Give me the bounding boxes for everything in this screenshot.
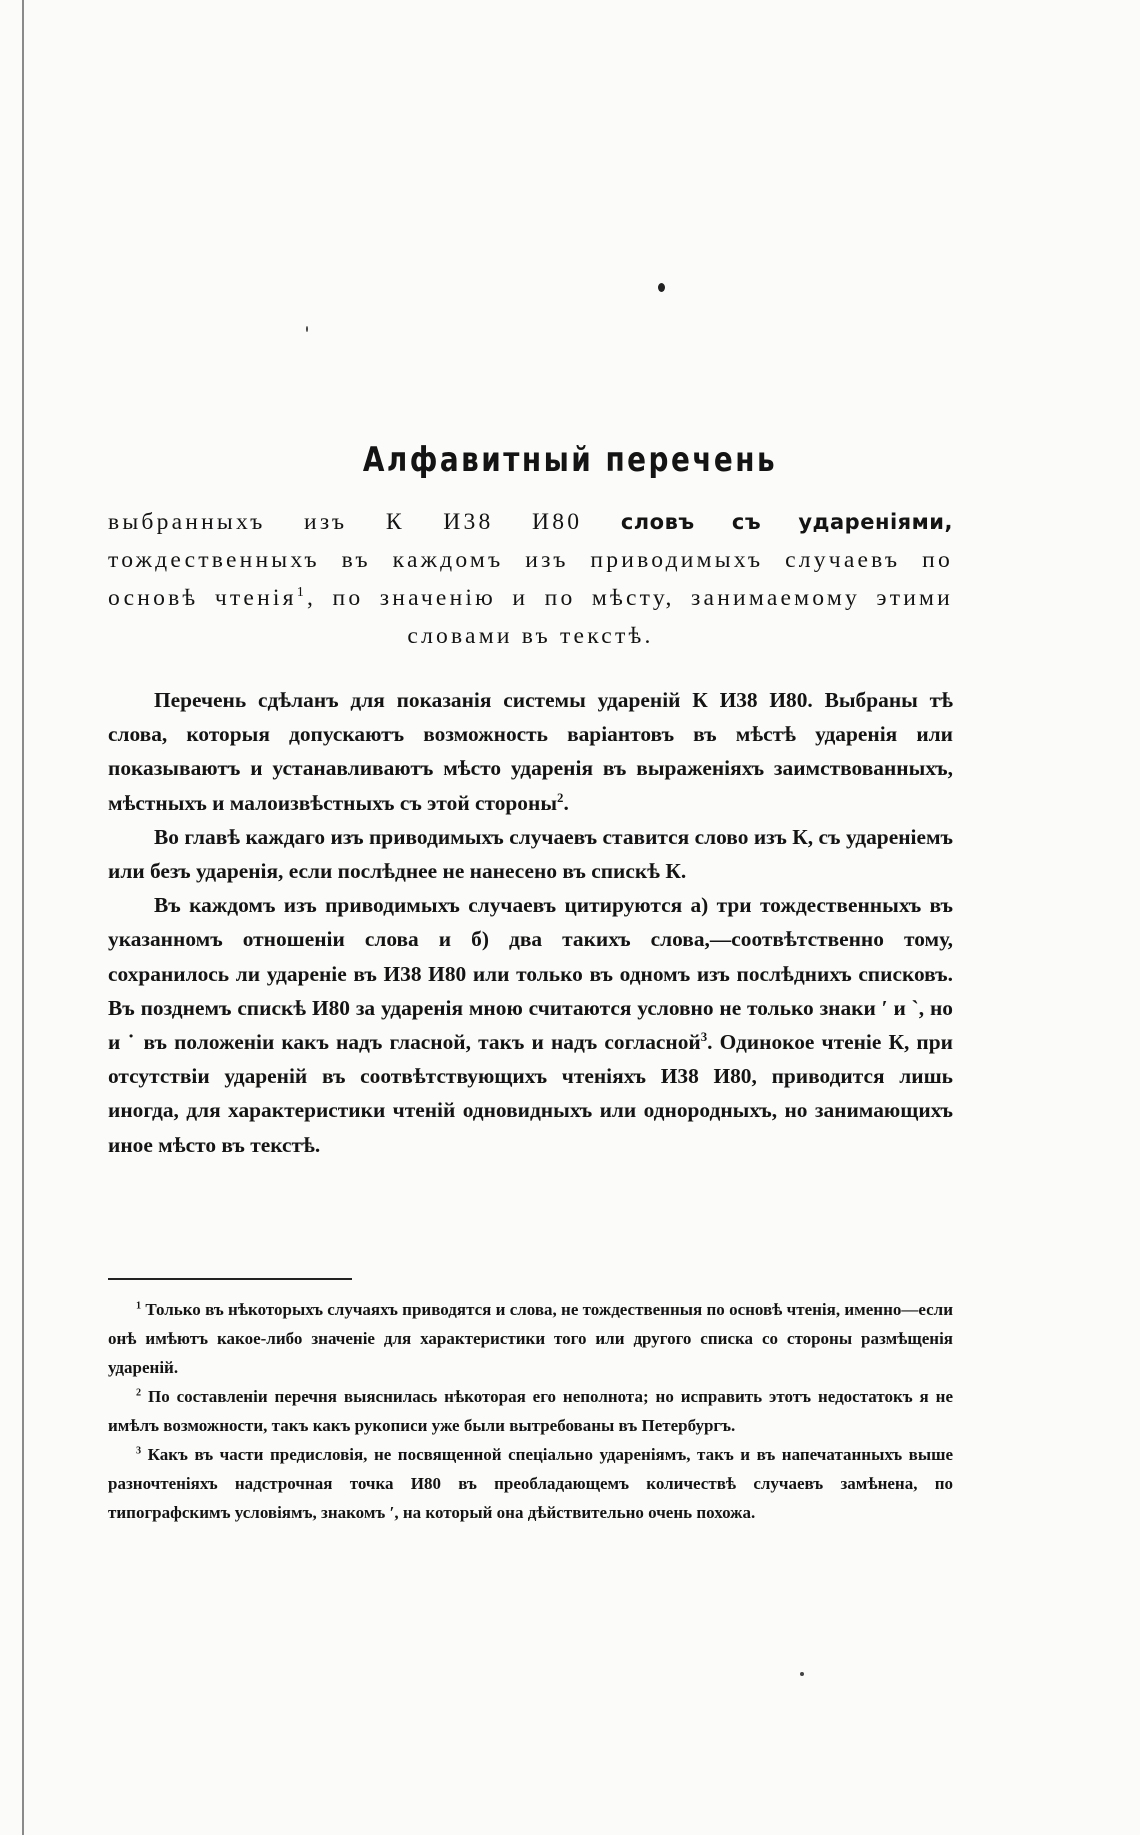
page-title: Алфавитный перечень (362, 440, 778, 480)
paragraph-text: . (563, 790, 569, 815)
print-speck (800, 1672, 804, 1676)
footnote-ref: 3 (700, 1029, 708, 1044)
footnote-ref: 2 (557, 790, 564, 805)
paragraph-text: . Одинокое чтеніе К, при отсутствіи удареній въ соотвѣтствующихъ чтеніяхъ И38 И80, приводится лишь иногда, для характеристики чтеній одновидныхъ или однородныхъ, но занимающихъ иное мѣсто въ текстѣ. (108, 1030, 953, 1157)
footnote-divider (108, 1278, 352, 1280)
page-edge (22, 0, 24, 1835)
subtitle-bold-text: словъ съ удареніями, (620, 510, 953, 534)
footnote (108, 1440, 953, 1527)
footnote-text: По составленіи перечня выяснилась нѣкоторая его неполнота; но исправить этотъ недостатокъ я не имѣлъ возможности, такъ какъ рукописи уже были вытребованы въ Петербургъ. (108, 1387, 953, 1435)
page-subtitle (108, 503, 953, 655)
bullet-mark (658, 283, 665, 292)
paragraph (108, 888, 953, 1162)
paragraph (108, 683, 953, 820)
footnote (108, 1382, 953, 1440)
footnote (108, 1295, 953, 1382)
paragraph (108, 820, 953, 888)
subtitle-text: тождественныхъ въ каждомъ изъ приводимыхъ случаевъ по основѣ чтенія (108, 547, 953, 611)
print-speck (306, 326, 308, 332)
paragraph-text: Во главѣ каждаго изъ приводимыхъ случаевъ ставится слово изъ К, съ удареніемъ или безъ ударенія, если послѣднее не нанесено въ спискѣ К. (108, 824, 953, 884)
subtitle-text: выбранныхъ изъ К И38 И80 (108, 509, 621, 535)
footnote-number: 1 (136, 1300, 142, 1312)
footnote-number: 3 (136, 1445, 142, 1457)
paragraph-text: Перечень сдѣланъ для показанія системы удареній К И38 И80. Выбраны тѣ слова, которыя допускаютъ возможность варіантовъ въ мѣстѣ ударенія или показываютъ и устанавливаютъ мѣсто ударенія въ выраженіяхъ заимствованныхъ, мѣстныхъ и малоизвѣстныхъ съ этой стороны (108, 688, 953, 815)
footnote-number: 2 (136, 1387, 142, 1399)
subtitle-text: , по значенію и по мѣсту, занимаемому этими словами въ текстѣ. (307, 585, 953, 649)
footnote-text: Только въ нѣкоторыхъ случаяхъ приводятся и слова, не тождественныя по основѣ чтенія, именно—если онѣ имѣютъ какое-либо значеніе для характеристики того или другого списка со стороны размѣщенія удареній. (108, 1300, 953, 1377)
footnote-ref: 1 (296, 584, 308, 601)
body-text (108, 683, 953, 1162)
paragraph-text: Въ каждомъ изъ приводимыхъ случаевъ цитируются а) три тождественныхъ въ указанномъ отношеніи слова и б) два такихъ слова,—соотвѣтственно тому, сохранилось ли удареніе въ И38 И80 или только въ одномъ изъ послѣднихъ списковъ. Въ позднемъ спискѣ И80 за ударенія мною считаются условно не только знаки ′ и `, но и ˙ въ положеніи какъ надъ гласной, такъ и надъ согласной (108, 893, 953, 1055)
footnotes (108, 1295, 953, 1527)
footnote-text: Какъ въ части предисловія, не посвященной спеціально удареніямъ, такъ и въ напечатанныхъ выше разночтеніяхъ надстрочная точка И80 въ преобладающемъ количествѣ случаевъ замѣнена, по типографскимъ условіямъ, знакомъ ′, на который она дѣйствительно очень похожа. (108, 1445, 953, 1522)
